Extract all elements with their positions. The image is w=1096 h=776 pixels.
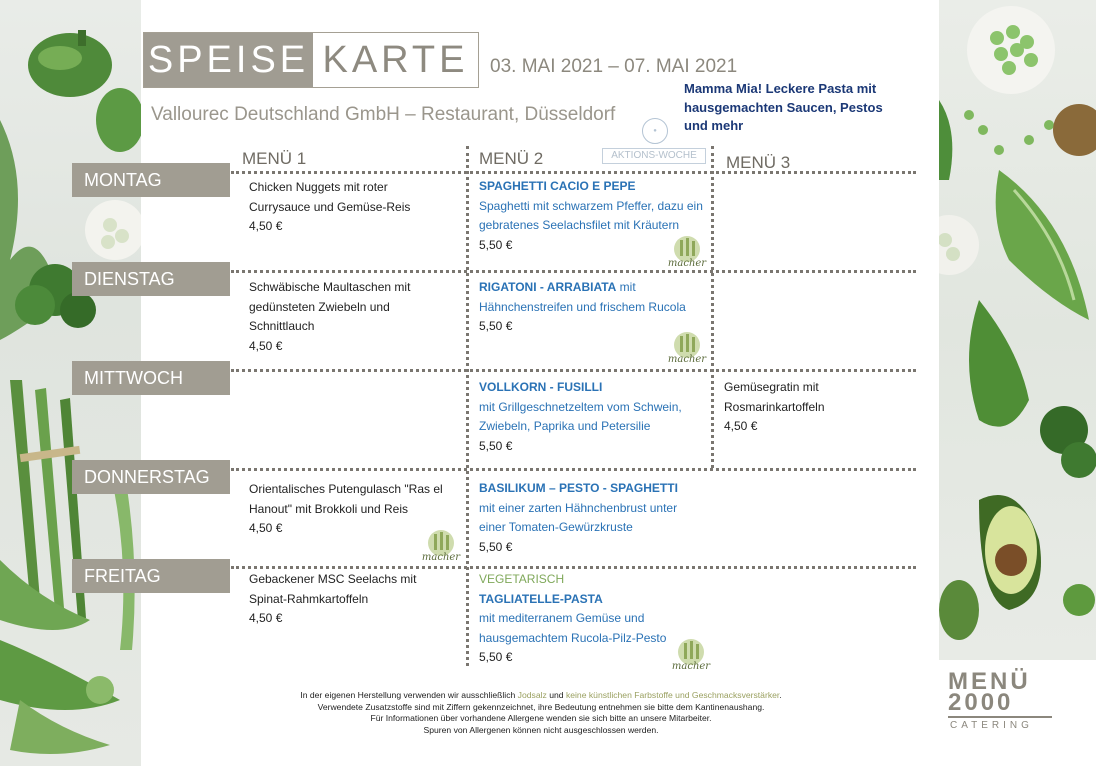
row-divider — [231, 566, 916, 569]
price: 5,50 € — [479, 319, 513, 333]
thu-menu2 — [479, 479, 704, 557]
footer-notes — [188, 690, 894, 736]
stamp-label: macher — [671, 661, 711, 671]
menu-title — [143, 32, 479, 88]
logo-line-3: CATERING — [950, 720, 1033, 731]
vegetarian-tag: VEGETARISCH — [479, 572, 565, 586]
price: 5,50 € — [479, 539, 513, 554]
dish-name: BASILIKUM – PESTO - SPAGHETTI — [479, 481, 678, 495]
row-divider — [231, 468, 916, 471]
dish-name: RIGATONI - ARRABIATA — [479, 280, 617, 294]
column-menu-2: MENÜ 2 — [479, 149, 544, 168]
wed-menu3 — [724, 378, 904, 437]
dish-name: SPAGHETTI CACIO E PEPE — [479, 179, 636, 193]
macher-stamp-icon — [664, 330, 710, 364]
dish-description: mit einer zarten Hähnchenbrust unter einer Tomaten-Gewürzkruste — [479, 500, 678, 534]
day-mittwoch: MITTWOCH — [72, 361, 230, 395]
dish-description: Chicken Nuggets mit roter Currysauce und Gemüse-Reis — [249, 180, 411, 214]
logo-divider — [948, 716, 1052, 718]
row-divider — [231, 369, 916, 372]
dish-name: TAGLIATELLE-PASTA — [479, 591, 603, 606]
dish-description: Gemüsegratin mit Rosmarinkartoffeln — [724, 380, 825, 414]
aktion-badge-label: AKTIONS-WOCHE — [602, 148, 706, 164]
price: 4,50 € — [249, 219, 283, 233]
price: 4,50 € — [249, 521, 283, 535]
footer-line-2: Verwendete Zusatzstoffe sind mit Ziffern gekennzeichnet, ihre Bedeutung entnehmen sie bitte dem Kantinenaushang. — [317, 701, 765, 712]
dish-name: VOLLKORN - FUSILLI — [479, 380, 603, 394]
macher-stamp-icon — [664, 234, 710, 268]
day-donnerstag: DONNERSTAG — [72, 460, 230, 494]
column-menu-1: MENÜ 1 — [242, 149, 307, 168]
dish-description: mit Grillgeschnetzeltem vom Schwein, Zwiebeln, Paprika und Petersilie — [479, 399, 682, 433]
column-divider — [711, 146, 714, 468]
stamp-label: macher — [421, 552, 461, 562]
vegetables-illustration-right — [939, 0, 1096, 660]
right-vegetable-photo — [939, 0, 1096, 660]
row-divider — [231, 171, 916, 174]
aktion-badge — [602, 118, 706, 166]
footer-line-4: Spuren von Allergenen können nicht ausgeschlossen werden. — [423, 724, 659, 735]
column-divider — [466, 146, 469, 666]
price: 4,50 € — [249, 338, 283, 353]
logo-line-1: MENÜ — [948, 668, 1031, 695]
menu2000-logo — [944, 668, 1060, 736]
title-speise: SPEISE — [144, 33, 313, 87]
dish-description: Spaghetti mit schwarzem Pfeffer, dazu ein gebratenes Seelachsfilet mit Kräutern — [479, 198, 703, 232]
title-karte: KARTE — [322, 38, 469, 81]
date-range: 03. MAI 2021 – 07. MAI 2021 — [490, 56, 738, 77]
stamp-label: macher — [667, 354, 707, 364]
price: 5,50 € — [479, 438, 513, 453]
dish-description: Orientalisches Putengulasch "Ras el Hanout" mit Brokkoli und Reis — [249, 482, 443, 516]
price: 5,50 € — [479, 650, 513, 664]
price: 4,50 € — [249, 611, 283, 625]
price: 4,50 € — [724, 419, 758, 433]
column-menu-3: MENÜ 3 — [726, 153, 791, 172]
price: 5,50 € — [479, 237, 513, 252]
dish-description: Gebackener MSC Seelachs mit Spinat-Rahmkartoffeln — [249, 572, 417, 606]
macher-stamp-icon — [668, 637, 714, 671]
footer-line-3: Für Informationen über vorhandene Allergene wenden sie sich bitte an unsere Mitarbeiter. — [370, 713, 712, 723]
tue-menu2 — [479, 278, 704, 337]
dish-description: mit mediterranem Gemüse und hausgemachtem Rucola-Pilz-Pesto — [479, 611, 667, 645]
day-dienstag: DIENSTAG — [72, 262, 230, 296]
logo-line-2: 2000 — [948, 689, 1014, 716]
wed-menu2 — [479, 378, 704, 456]
dish-description: Schwäbische Maultaschen mit gedünsteten Zwiebeln und Schnittlauch — [249, 280, 411, 333]
footer-line-1: In der eigenen Herstellung verwenden wir ausschließlich Jodsalz und keine künstlichen Farbstoffe und Geschmacksverstärker. — [300, 690, 782, 700]
stamp-label: macher — [667, 258, 707, 268]
macher-stamp-icon — [418, 528, 464, 562]
company-name: Vallourec Deutschland GmbH – Restaurant, Düsseldorf — [151, 104, 616, 125]
tue-menu1 — [249, 278, 449, 356]
day-montag: MONTAG — [72, 163, 230, 197]
promo-text: Mamma Mia! Leckere Pasta mit hausgemachten Saucen, Pestos und mehr — [684, 81, 883, 133]
row-divider — [231, 270, 916, 273]
mon-menu1 — [249, 178, 449, 237]
dish-description: mit Hähnchenstreifen und frischem Rucola — [479, 280, 686, 314]
aktion-logo-icon: ● — [642, 118, 668, 144]
day-freitag: FREITAG — [72, 559, 230, 593]
fri-menu1 — [249, 570, 449, 629]
